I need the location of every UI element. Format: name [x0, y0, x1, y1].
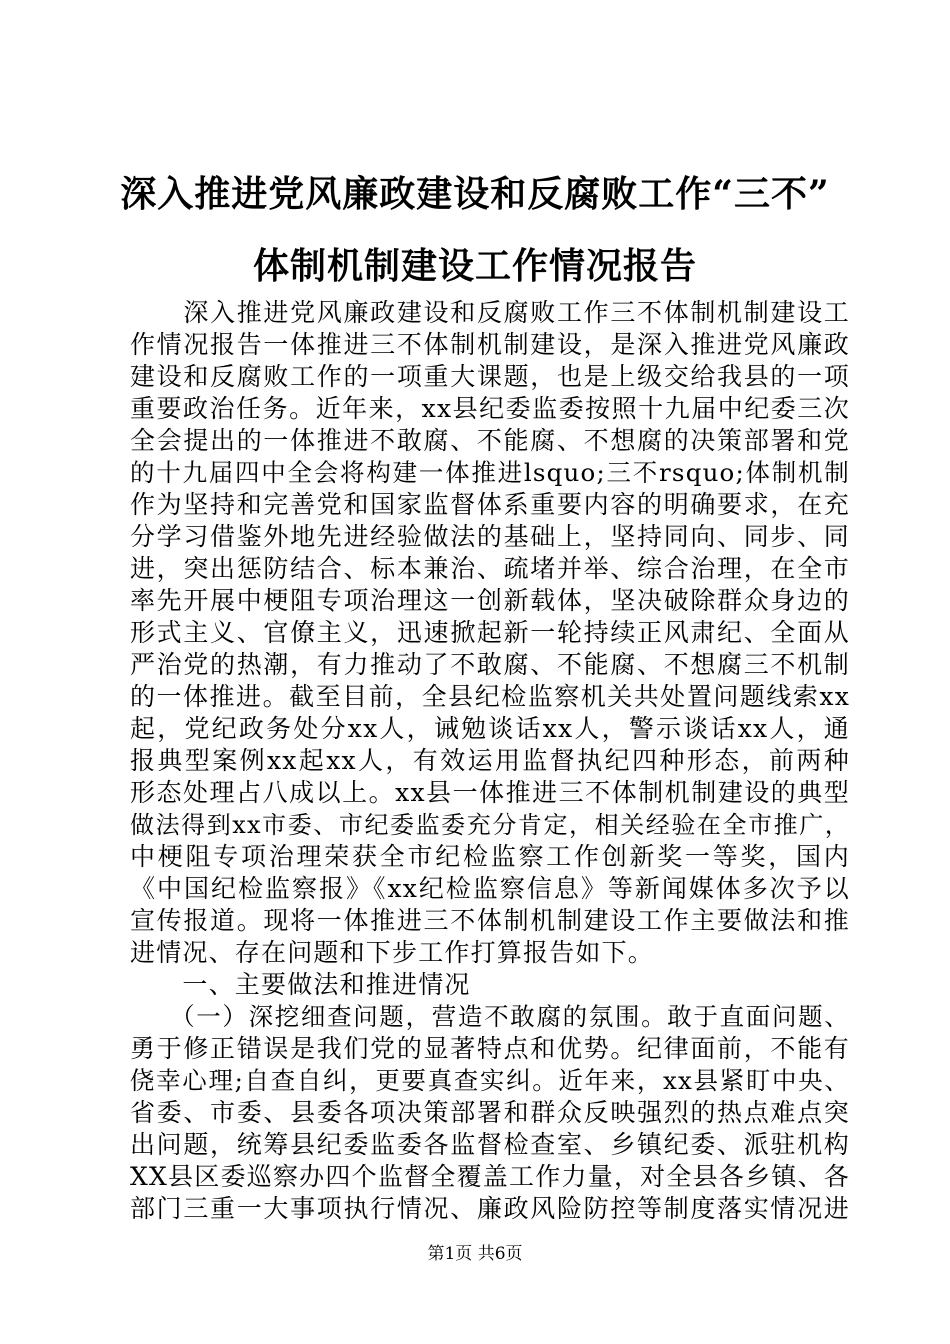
body-line: 勇于修正错误是我们党的显著特点和优势。纪律面前，不能有	[130, 1034, 850, 1063]
body-line: 起，党纪政务处分xx人，诫勉谈话xx人，警示谈话xx人，通	[130, 714, 850, 743]
body-line: XX县区委巡察办四个监督全覆盖工作力量，对全县各乡镇、各	[130, 1162, 850, 1191]
body-line: （一）深挖细查问题，营造不敢腐的氛围。敢于直面问题、	[130, 1002, 850, 1031]
body-line: 形态处理占八成以上。xx县一体推进三不体制机制建设的典型	[130, 778, 850, 807]
body-line: 作为坚持和完善党和国家监督体系重要内容的明确要求，在充	[130, 490, 850, 519]
body-line: 部门三重一大事项执行情况、廉政风险防控等制度落实情况进	[130, 1194, 850, 1223]
body-line: 分学习借鉴外地先进经验做法的基础上，坚持同向、同步、同	[130, 522, 850, 551]
body-line: 全会提出的一体推进不敢腐、不能腐、不想腐的决策部署和党	[130, 426, 850, 455]
title-line: 深入推进党风廉政建设和反腐败工作“三不”	[120, 173, 830, 215]
body-line: 报典型案例xx起xx人，有效运用监督执纪四种形态，前两种	[130, 746, 850, 775]
body-line: 宣传报道。现将一体推进三不体制机制建设工作主要做法和推	[130, 906, 850, 935]
body-line: 进情况、存在问题和下步工作打算报告如下。	[130, 938, 655, 967]
body-line: 做法得到xx市委、市纪委监委充分肯定，相关经验在全市推广，	[130, 811, 850, 839]
body-line: 中梗阻专项治理荣获全市纪检监察工作创新奖一等奖，国内	[130, 842, 850, 871]
body-line: 的一体推进。截至目前，全县纪检监察机关共处置问题线索xx	[130, 682, 850, 711]
title-line: 体制机制建设工作情况报告	[252, 245, 697, 287]
body-line: 省委、市委、县委各项决策部署和群众反映强烈的热点难点突	[130, 1098, 850, 1127]
body-line: 作情况报告一体推进三不体制机制建设，是深入推进党风廉政	[130, 330, 850, 359]
body-line: 严治党的热潮，有力推动了不敢腐、不能腐、不想腐三不机制	[130, 650, 850, 679]
body-line: 出问题，统筹县纪委监委各监督检查室、乡镇纪委、派驻机构	[130, 1130, 850, 1159]
body-line: 侥幸心理;自查自纠，更要真查实纠。近年来，xx县紧盯中央、	[130, 1066, 850, 1095]
body-line: 《中国纪检监察报》《xx纪检监察信息》等新闻媒体多次予以	[130, 874, 850, 903]
body-line: 一、主要做法和推进情况	[130, 970, 471, 999]
body-line: 率先开展中梗阻专项治理这一创新载体，坚决破除群众身边的	[130, 586, 850, 615]
body-line: 进，突出惩防结合、标本兼治、疏堵并举、综合治理，在全市	[130, 554, 850, 583]
body-line: 的十九届四中全会将构建一体推进lsquo;三不rsquo;体制机制	[130, 458, 850, 487]
body-line: 深入推进党风廉政建设和反腐败工作三不体制机制建设工	[130, 298, 850, 327]
body-line: 重要政治任务。近年来，xx县纪委监委按照十九届中纪委三次	[130, 394, 850, 423]
document-title	[110, 158, 840, 302]
body-line: 建设和反腐败工作的一项重大课题，也是上级交给我县的一项	[130, 362, 850, 391]
page-footer: 第1页 共6页	[427, 1244, 523, 1264]
body-line: 形式主义、官僚主义，迅速掀起新一轮持续正风肃纪、全面从	[130, 618, 850, 647]
document-body	[130, 297, 850, 1225]
